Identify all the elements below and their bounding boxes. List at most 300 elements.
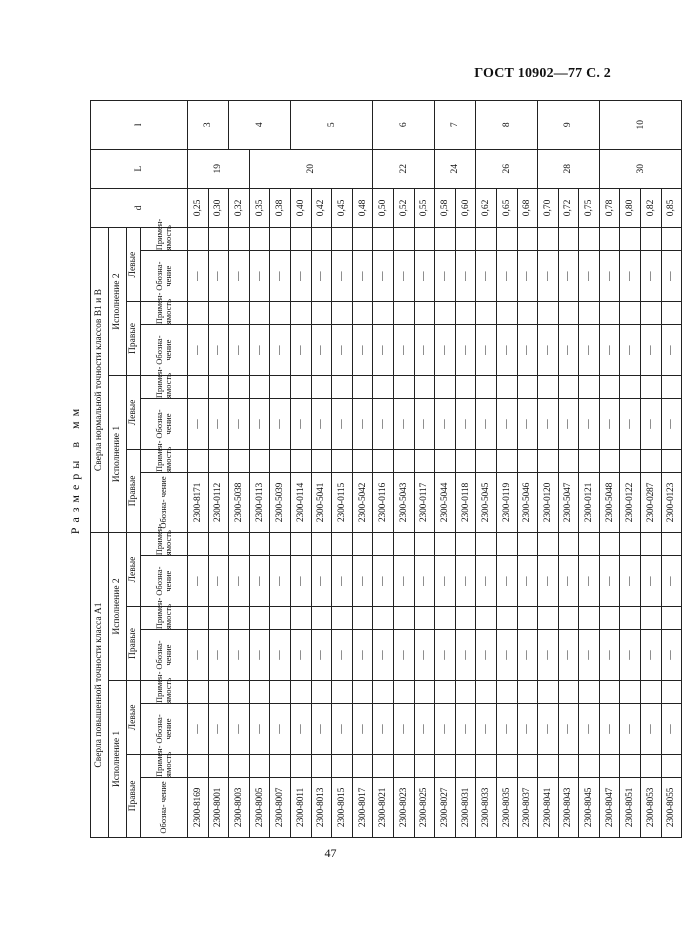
applicability-cell bbox=[290, 533, 311, 556]
dash-cell: — bbox=[620, 630, 641, 681]
dash-cell: — bbox=[352, 399, 373, 450]
dash-cell: — bbox=[661, 251, 682, 302]
applicability-cell bbox=[352, 607, 373, 630]
applicability-cell bbox=[270, 302, 291, 325]
dash-cell: — bbox=[476, 556, 497, 607]
dash-cell: — bbox=[496, 630, 517, 681]
applicability-cell bbox=[435, 680, 456, 703]
length-L-value: 19 bbox=[188, 149, 250, 188]
a1-designation: 2300-8045 bbox=[579, 777, 600, 837]
dash-cell: — bbox=[229, 399, 250, 450]
a1-designation: 2300-8015 bbox=[332, 777, 353, 837]
dash-cell: — bbox=[249, 704, 270, 755]
b1b-designation: 2300-5048 bbox=[599, 472, 620, 532]
dash-cell: — bbox=[332, 556, 353, 607]
table-row bbox=[249, 101, 270, 838]
applicability-cell bbox=[332, 228, 353, 251]
applicability-cell bbox=[641, 680, 662, 703]
applicability-cell bbox=[641, 449, 662, 472]
applicability-cell bbox=[208, 607, 229, 630]
dash-cell: — bbox=[579, 325, 600, 376]
applicability-cell bbox=[496, 228, 517, 251]
b1b-designation: 2300-5041 bbox=[311, 472, 332, 532]
applicability-cell bbox=[538, 302, 559, 325]
dash-cell: — bbox=[311, 251, 332, 302]
dash-cell: — bbox=[249, 556, 270, 607]
table-row bbox=[496, 101, 517, 838]
dash-cell: — bbox=[496, 556, 517, 607]
dash-cell: — bbox=[476, 704, 497, 755]
dash-cell: — bbox=[188, 556, 209, 607]
applicability-cell bbox=[393, 607, 414, 630]
prim-header: Примен- ямость bbox=[141, 754, 188, 777]
applicability-cell bbox=[599, 302, 620, 325]
table-row bbox=[641, 101, 662, 838]
applicability-cell bbox=[373, 607, 394, 630]
b1b-designation: 2300-0123 bbox=[661, 472, 682, 532]
table-row bbox=[538, 101, 559, 838]
applicability-cell bbox=[620, 375, 641, 398]
a1-e1-right-header: Правые bbox=[127, 754, 141, 837]
applicability-cell bbox=[373, 533, 394, 556]
applicability-cell bbox=[414, 228, 435, 251]
applicability-cell bbox=[455, 228, 476, 251]
applicability-cell bbox=[641, 228, 662, 251]
dash-cell: — bbox=[208, 399, 229, 450]
length-L-value: 28 bbox=[538, 149, 600, 188]
dash-cell: — bbox=[517, 556, 538, 607]
b1b-exec1-header: Исполнение 1 bbox=[109, 375, 127, 532]
applicability-cell bbox=[311, 754, 332, 777]
applicability-cell bbox=[373, 302, 394, 325]
applicability-cell bbox=[558, 533, 579, 556]
dash-cell: — bbox=[290, 251, 311, 302]
dash-cell: — bbox=[435, 704, 456, 755]
applicability-cell bbox=[393, 754, 414, 777]
applicability-cell bbox=[558, 228, 579, 251]
applicability-cell bbox=[332, 375, 353, 398]
b-e2-left-header: Левые bbox=[127, 228, 141, 302]
prim-header: Примен- ямость bbox=[141, 449, 188, 472]
b1b-designation: 2300-5038 bbox=[229, 472, 250, 532]
dash-cell: — bbox=[229, 251, 250, 302]
table-row bbox=[290, 101, 311, 838]
document-reference: ГОСТ 10902—77 С. 2 bbox=[474, 66, 611, 81]
applicability-cell bbox=[414, 533, 435, 556]
applicability-cell bbox=[373, 680, 394, 703]
applicability-cell bbox=[476, 680, 497, 703]
applicability-cell bbox=[538, 449, 559, 472]
applicability-cell bbox=[661, 680, 682, 703]
a1-designation: 2300-8027 bbox=[435, 777, 456, 837]
dash-cell: — bbox=[538, 399, 559, 450]
dash-cell: — bbox=[229, 704, 250, 755]
dash-cell: — bbox=[455, 325, 476, 376]
applicability-cell bbox=[661, 375, 682, 398]
oboz-header: Обозна- чение bbox=[141, 472, 188, 532]
dash-cell: — bbox=[311, 399, 332, 450]
dash-cell: — bbox=[579, 704, 600, 755]
applicability-cell bbox=[352, 754, 373, 777]
applicability-cell bbox=[599, 228, 620, 251]
applicability-cell bbox=[208, 680, 229, 703]
applicability-cell bbox=[188, 607, 209, 630]
table-row bbox=[229, 101, 250, 838]
dash-cell: — bbox=[332, 399, 353, 450]
applicability-cell bbox=[620, 449, 641, 472]
applicability-cell bbox=[414, 754, 435, 777]
applicability-cell bbox=[393, 449, 414, 472]
applicability-cell bbox=[311, 375, 332, 398]
dash-cell: — bbox=[188, 251, 209, 302]
b1b-designation: 2300-8171 bbox=[188, 472, 209, 532]
dash-cell: — bbox=[496, 704, 517, 755]
dash-cell: — bbox=[290, 556, 311, 607]
applicability-cell bbox=[599, 680, 620, 703]
dash-cell: — bbox=[579, 399, 600, 450]
applicability-cell bbox=[579, 228, 600, 251]
applicability-cell bbox=[558, 680, 579, 703]
dash-cell: — bbox=[414, 704, 435, 755]
dash-cell: — bbox=[188, 399, 209, 450]
applicability-cell bbox=[455, 754, 476, 777]
applicability-cell bbox=[208, 754, 229, 777]
applicability-cell bbox=[641, 302, 662, 325]
prim-header: Примен- ямость bbox=[141, 302, 188, 325]
dash-cell: — bbox=[579, 630, 600, 681]
dash-cell: — bbox=[352, 704, 373, 755]
applicability-cell bbox=[599, 449, 620, 472]
length-l-value: 9 bbox=[538, 101, 600, 150]
b-e1-left-header: Левые bbox=[127, 375, 141, 449]
dash-cell: — bbox=[188, 704, 209, 755]
applicability-cell bbox=[579, 375, 600, 398]
applicability-cell bbox=[352, 680, 373, 703]
dash-cell: — bbox=[435, 325, 456, 376]
dash-cell: — bbox=[208, 251, 229, 302]
oboz-header: Обозна- чение bbox=[141, 556, 188, 607]
dash-cell: — bbox=[455, 704, 476, 755]
dash-cell: — bbox=[435, 251, 456, 302]
applicability-cell bbox=[435, 449, 456, 472]
dash-cell: — bbox=[517, 630, 538, 681]
applicability-cell bbox=[435, 302, 456, 325]
applicability-cell bbox=[620, 302, 641, 325]
dash-cell: — bbox=[393, 399, 414, 450]
dash-cell: — bbox=[373, 556, 394, 607]
applicability-cell bbox=[414, 375, 435, 398]
applicability-cell bbox=[311, 228, 332, 251]
applicability-cell bbox=[229, 449, 250, 472]
applicability-cell bbox=[229, 375, 250, 398]
dash-cell: — bbox=[455, 556, 476, 607]
applicability-cell bbox=[661, 754, 682, 777]
diameter-value: 0,85 bbox=[661, 188, 682, 227]
table-row bbox=[558, 101, 579, 838]
dash-cell: — bbox=[435, 399, 456, 450]
applicability-cell bbox=[414, 302, 435, 325]
b1b-designation: 2300-5044 bbox=[435, 472, 456, 532]
applicability-cell bbox=[435, 754, 456, 777]
applicability-cell bbox=[517, 449, 538, 472]
applicability-cell bbox=[455, 302, 476, 325]
dash-cell: — bbox=[208, 556, 229, 607]
table-row bbox=[270, 101, 291, 838]
applicability-cell bbox=[332, 754, 353, 777]
prim-header: Примен- ямость bbox=[141, 607, 188, 630]
table-row bbox=[414, 101, 435, 838]
applicability-cell bbox=[270, 375, 291, 398]
dash-cell: — bbox=[620, 399, 641, 450]
diameter-value: 0,52 bbox=[393, 188, 414, 227]
dash-cell: — bbox=[352, 251, 373, 302]
table-row bbox=[661, 101, 682, 838]
dash-cell: — bbox=[188, 325, 209, 376]
b1b-designation: 2300-0121 bbox=[579, 472, 600, 532]
length-l-value: 7 bbox=[435, 101, 476, 150]
dash-cell: — bbox=[641, 251, 662, 302]
applicability-cell bbox=[311, 607, 332, 630]
b1b-designation: 2300-5047 bbox=[558, 472, 579, 532]
dash-cell: — bbox=[393, 630, 414, 681]
dash-cell: — bbox=[558, 251, 579, 302]
group-b1b-header: Сверла нормальной точности классов В1 и В bbox=[91, 228, 109, 533]
applicability-cell bbox=[517, 754, 538, 777]
applicability-cell bbox=[620, 754, 641, 777]
applicability-cell bbox=[290, 680, 311, 703]
a1-designation: 2300-8017 bbox=[352, 777, 373, 837]
diameter-value: 0,80 bbox=[620, 188, 641, 227]
applicability-cell bbox=[476, 754, 497, 777]
dash-cell: — bbox=[496, 325, 517, 376]
applicability-cell bbox=[661, 228, 682, 251]
dash-cell: — bbox=[311, 630, 332, 681]
dash-cell: — bbox=[270, 556, 291, 607]
a1-designation: 2300-8007 bbox=[270, 777, 291, 837]
b-e1-right-header: Правые bbox=[127, 449, 141, 532]
applicability-cell bbox=[620, 228, 641, 251]
diameter-value: 0,68 bbox=[517, 188, 538, 227]
applicability-cell bbox=[620, 607, 641, 630]
b-e2-right-header: Правые bbox=[127, 302, 141, 376]
applicability-cell bbox=[496, 449, 517, 472]
dash-cell: — bbox=[352, 556, 373, 607]
dash-cell: — bbox=[208, 630, 229, 681]
dash-cell: — bbox=[290, 630, 311, 681]
applicability-cell bbox=[373, 375, 394, 398]
dash-cell: — bbox=[599, 630, 620, 681]
a1-designation: 2300-8011 bbox=[290, 777, 311, 837]
dash-cell: — bbox=[641, 630, 662, 681]
applicability-cell bbox=[188, 754, 209, 777]
dash-cell: — bbox=[538, 325, 559, 376]
a1-designation: 2300-8169 bbox=[188, 777, 209, 837]
applicability-cell bbox=[455, 680, 476, 703]
dash-cell: — bbox=[620, 556, 641, 607]
applicability-cell bbox=[579, 680, 600, 703]
length-L-value: 20 bbox=[249, 149, 373, 188]
applicability-cell bbox=[393, 533, 414, 556]
a1-designation: 2300-8055 bbox=[661, 777, 682, 837]
applicability-cell bbox=[517, 533, 538, 556]
dash-cell: — bbox=[517, 704, 538, 755]
applicability-cell bbox=[641, 533, 662, 556]
applicability-cell bbox=[249, 680, 270, 703]
diameter-value: 0,30 bbox=[208, 188, 229, 227]
b1b-designation: 2300-5039 bbox=[270, 472, 291, 532]
applicability-cell bbox=[249, 375, 270, 398]
applicability-cell bbox=[188, 680, 209, 703]
length-l-value: 5 bbox=[290, 101, 372, 150]
applicability-cell bbox=[352, 228, 373, 251]
applicability-cell bbox=[290, 302, 311, 325]
rotated-table-block bbox=[68, 100, 677, 838]
applicability-cell bbox=[476, 302, 497, 325]
dash-cell: — bbox=[249, 630, 270, 681]
dash-cell: — bbox=[641, 399, 662, 450]
applicability-cell bbox=[435, 533, 456, 556]
oboz-header: Обозна- чение bbox=[141, 251, 188, 302]
dash-cell: — bbox=[332, 704, 353, 755]
dash-cell: — bbox=[229, 325, 250, 376]
dash-cell: — bbox=[661, 325, 682, 376]
prim-header: Примен- ямость bbox=[141, 533, 188, 556]
applicability-cell bbox=[661, 533, 682, 556]
dash-cell: — bbox=[270, 630, 291, 681]
dash-cell: — bbox=[558, 630, 579, 681]
dash-cell: — bbox=[558, 399, 579, 450]
applicability-cell bbox=[538, 680, 559, 703]
dash-cell: — bbox=[496, 399, 517, 450]
dash-cell: — bbox=[249, 251, 270, 302]
applicability-cell bbox=[208, 449, 229, 472]
applicability-cell bbox=[496, 375, 517, 398]
applicability-cell bbox=[558, 607, 579, 630]
applicability-cell bbox=[455, 607, 476, 630]
a1-designation: 2300-8043 bbox=[558, 777, 579, 837]
dash-cell: — bbox=[599, 399, 620, 450]
col-d-header: d bbox=[91, 188, 188, 227]
a1-designation: 2300-8023 bbox=[393, 777, 414, 837]
dash-cell: — bbox=[270, 251, 291, 302]
applicability-cell bbox=[332, 533, 353, 556]
applicability-cell bbox=[538, 754, 559, 777]
length-l-value: 4 bbox=[229, 101, 291, 150]
applicability-cell bbox=[476, 228, 497, 251]
prim-header: Примен- ямость bbox=[141, 228, 188, 251]
applicability-cell bbox=[311, 533, 332, 556]
table-row bbox=[393, 101, 414, 838]
applicability-cell bbox=[641, 375, 662, 398]
dash-cell: — bbox=[476, 399, 497, 450]
dash-cell: — bbox=[373, 325, 394, 376]
applicability-cell bbox=[599, 375, 620, 398]
applicability-cell bbox=[270, 533, 291, 556]
applicability-cell bbox=[393, 302, 414, 325]
dash-cell: — bbox=[229, 556, 250, 607]
applicability-cell bbox=[455, 449, 476, 472]
b1b-designation: 2300-5046 bbox=[517, 472, 538, 532]
length-l-value: 8 bbox=[476, 101, 538, 150]
applicability-cell bbox=[270, 680, 291, 703]
applicability-cell bbox=[229, 302, 250, 325]
b1b-designation: 2300-0122 bbox=[620, 472, 641, 532]
dash-cell: — bbox=[208, 704, 229, 755]
dash-cell: — bbox=[188, 630, 209, 681]
dash-cell: — bbox=[393, 251, 414, 302]
applicability-cell bbox=[352, 533, 373, 556]
dash-cell: — bbox=[476, 251, 497, 302]
applicability-cell bbox=[332, 607, 353, 630]
applicability-cell bbox=[641, 607, 662, 630]
b1b-designation: 2300-0119 bbox=[496, 472, 517, 532]
applicability-cell bbox=[476, 375, 497, 398]
applicability-cell bbox=[311, 680, 332, 703]
diameter-value: 0,45 bbox=[332, 188, 353, 227]
a1-designation: 2300-8021 bbox=[373, 777, 394, 837]
applicability-cell bbox=[229, 754, 250, 777]
dash-cell: — bbox=[599, 704, 620, 755]
dash-cell: — bbox=[455, 251, 476, 302]
applicability-cell bbox=[373, 449, 394, 472]
applicability-cell bbox=[558, 302, 579, 325]
diameter-value: 0,78 bbox=[599, 188, 620, 227]
applicability-cell bbox=[208, 533, 229, 556]
dash-cell: — bbox=[373, 251, 394, 302]
applicability-cell bbox=[311, 449, 332, 472]
dash-cell: — bbox=[641, 325, 662, 376]
applicability-cell bbox=[249, 228, 270, 251]
applicability-cell bbox=[579, 607, 600, 630]
dash-cell: — bbox=[558, 704, 579, 755]
prim-header: Примен- ямость bbox=[141, 680, 188, 703]
col-l-header: l bbox=[91, 101, 188, 150]
applicability-cell bbox=[538, 228, 559, 251]
b1b-designation: 2300-0116 bbox=[373, 472, 394, 532]
table-row bbox=[373, 101, 394, 838]
applicability-cell bbox=[188, 375, 209, 398]
applicability-cell bbox=[249, 754, 270, 777]
applicability-cell bbox=[558, 375, 579, 398]
dash-cell: — bbox=[538, 556, 559, 607]
length-l-value: 3 bbox=[188, 101, 229, 150]
length-L-value: 30 bbox=[599, 149, 681, 188]
applicability-cell bbox=[414, 449, 435, 472]
length-l-value: 10 bbox=[599, 101, 681, 150]
applicability-cell bbox=[599, 533, 620, 556]
oboz-header: Обозна- чение bbox=[141, 325, 188, 376]
applicability-cell bbox=[373, 754, 394, 777]
dash-cell: — bbox=[496, 251, 517, 302]
applicability-cell bbox=[599, 754, 620, 777]
b1b-designation: 2300-0118 bbox=[455, 472, 476, 532]
dash-cell: — bbox=[352, 325, 373, 376]
applicability-cell bbox=[435, 228, 456, 251]
table-row bbox=[455, 101, 476, 838]
applicability-cell bbox=[352, 449, 373, 472]
applicability-cell bbox=[290, 607, 311, 630]
b1b-designation: 2300-0113 bbox=[249, 472, 270, 532]
applicability-cell bbox=[249, 533, 270, 556]
table-row bbox=[476, 101, 497, 838]
dash-cell: — bbox=[579, 556, 600, 607]
dash-cell: — bbox=[661, 399, 682, 450]
applicability-cell bbox=[249, 607, 270, 630]
diameter-value: 0,35 bbox=[249, 188, 270, 227]
dash-cell: — bbox=[620, 325, 641, 376]
applicability-cell bbox=[373, 228, 394, 251]
a1-designation: 2300-8041 bbox=[538, 777, 559, 837]
